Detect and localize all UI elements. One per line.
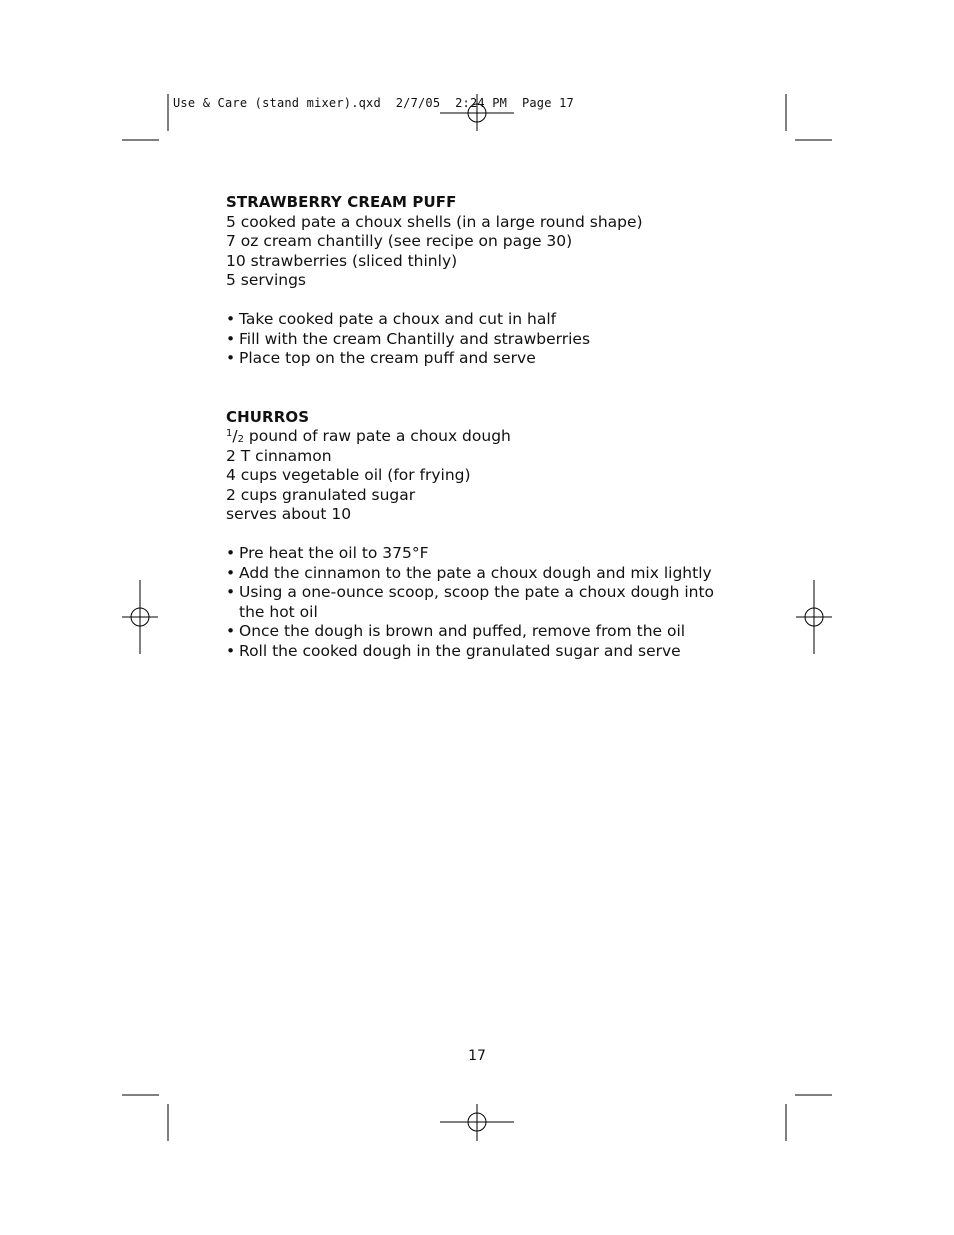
recipe-content xyxy=(226,193,726,661)
step-item: • Pre heat the oil to 375°F xyxy=(226,544,726,564)
recipe-strawberry-cream-puff xyxy=(226,193,726,369)
ingredient-line: 10 strawberries (sliced thinly) xyxy=(226,251,458,270)
step-item: • Roll the cooked dough in the granulated sugar and serve xyxy=(226,642,726,662)
step-item: • Once the dough is brown and puffed, remove from the oil xyxy=(226,622,726,642)
step-item: • Add the cinnamon to the pate a choux dough and mix lightly xyxy=(226,564,726,584)
ingredient-line: 2 cups granulated sugar xyxy=(226,485,416,504)
step-list xyxy=(226,544,726,661)
ingredient-line: $^1/_2$ pound of raw pate a choux dough xyxy=(226,427,511,445)
recipe-title: CHURROS xyxy=(226,407,310,426)
step-item: • Fill with the cream Chantilly and strawberries xyxy=(226,330,726,350)
ingredient-line: 2 T cinnamon xyxy=(226,446,332,465)
ingredient-line: 4 cups vegetable oil (for frying) xyxy=(226,466,471,484)
recipe-title: STRAWBERRY CREAM PUFF xyxy=(226,193,457,211)
fraction-denominator: 2 xyxy=(237,434,244,445)
fraction-numerator: 1 xyxy=(226,428,233,439)
ingredient-line: 7 oz cream chantilly (see recipe on page 30) xyxy=(226,232,573,250)
servings-line: 5 servings xyxy=(226,271,306,289)
step-item: • Place top on the cream puff and serve xyxy=(226,349,726,369)
page-number: 17 xyxy=(468,1048,486,1064)
step-list xyxy=(226,310,726,369)
step-item: • Using a one-ounce scoop, scoop the pate a choux dough into the hot oil xyxy=(226,583,726,622)
servings-line: serves about 10 xyxy=(226,505,352,523)
recipe-churros xyxy=(226,408,726,662)
ingredient-text: pound of raw pate a choux dough xyxy=(243,427,511,445)
ingredient-line: 5 cooked pate a choux shells (in a large round shape) xyxy=(226,212,643,231)
slug-line: Use & Care (stand mixer).qxd 2/7/05 2:24 PM Page 17 xyxy=(173,96,574,110)
step-item: • Take cooked pate a choux and cut in half xyxy=(226,310,726,330)
